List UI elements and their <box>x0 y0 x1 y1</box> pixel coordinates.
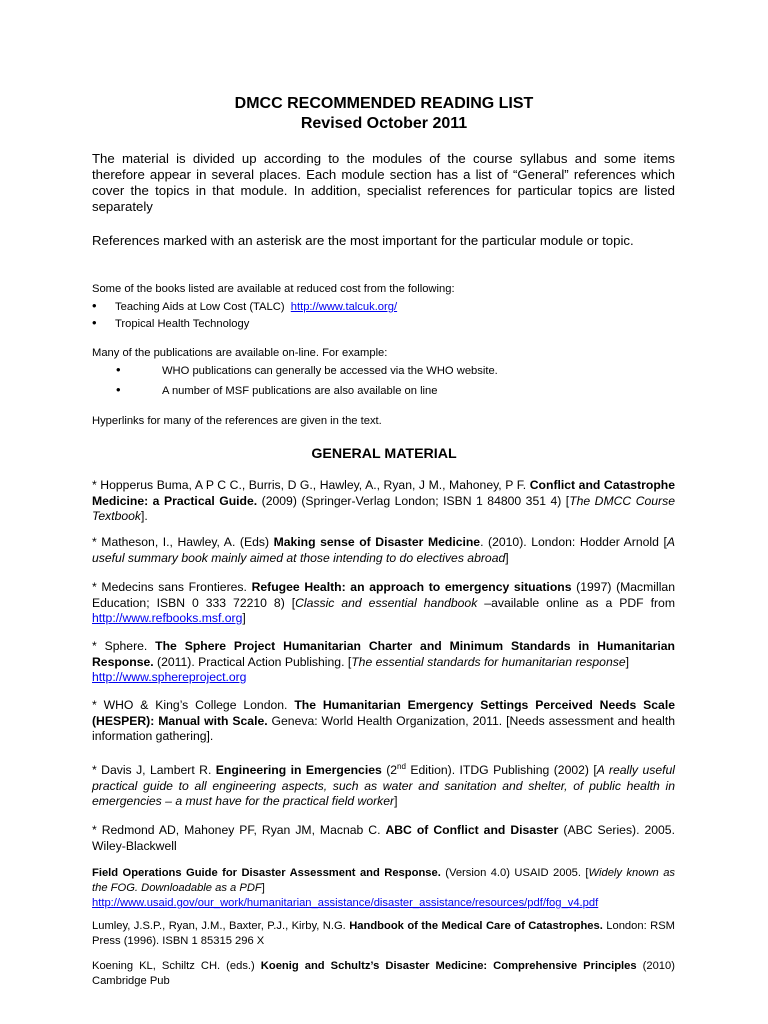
ref-title: Making sense of Disaster Medicine <box>273 535 481 549</box>
ref-close: ]. <box>141 509 148 523</box>
ref-details: (1997) (Macmillan Education; ISBN 0 333 72210 8) [ <box>92 580 675 610</box>
bullet-icon: • <box>92 315 97 330</box>
ref-title: Field Operations Guide for Disaster Assessment and Response. <box>92 867 441 879</box>
ref-authors: Lumley, J.S.P., Ryan, J.M., Baxter, P.J., Kirby, N.G. <box>92 920 350 932</box>
document-title <box>0 94 768 134</box>
ref-title: Handbook of the Medical Care of Catastrophes. <box>349 920 603 932</box>
ref-title: The Sphere Project Humanitarian Charter and Minimum Standards in Humanitarian Response. <box>92 639 675 669</box>
ref-authors: * Matheson, I., Hawley, A. (Eds) <box>92 535 274 549</box>
ref-note: A useful summary book mainly aimed at those intending to do electives abroad <box>92 535 675 565</box>
talc-label: Teaching Aids at Low Cost (TALC) <box>115 301 285 313</box>
ref-authors: Koening KL, Schiltz CH. (eds.) <box>92 960 261 972</box>
hyperlinks-note: Hyperlinks for many of the references are given in the text. <box>92 415 382 427</box>
online-item-msf: A number of MSF publications are also available on line <box>162 385 438 397</box>
bullet-icon: • <box>92 298 97 313</box>
ref-title: The Humanitarian Emergency Settings Perceived Needs Scale (HESPER): Manual with Scale. <box>92 698 675 728</box>
online-item-who: WHO publications can generally be accessed via the WHO website. <box>162 365 498 377</box>
ref-close: ] <box>625 654 629 669</box>
ref-details: London: RSM Press (1996). ISBN 1 85315 296 X <box>92 920 675 947</box>
reference-koenig <box>92 959 675 989</box>
ref-title: Engineering in Emergencies <box>215 763 382 777</box>
ref-close: ] <box>261 882 265 894</box>
ref-details-2: Edition). ITDG Publishing (2002) [ <box>405 763 597 777</box>
reduced-cost-lead: Some of the books listed are available at reduced cost from the following: <box>92 283 455 295</box>
ref-title: ABC of Conflict and Disaster <box>385 823 559 837</box>
intro-paragraph-2: References marked with an asterisk are the most important for the particular module or topic. <box>92 233 634 248</box>
sphere-link[interactable]: http://www.sphereproject.org <box>92 670 247 684</box>
usaid-fog-link[interactable]: http://www.usaid.gov/our_work/humanitarian_assistance/disaster_assistance/resources/pdf/fog_v4.pdf <box>92 897 599 909</box>
ref-note: Classic and essential handbook <box>295 595 478 610</box>
ref-close: ] <box>394 794 398 808</box>
ref-title: Refugee Health: an approach to emergency situations <box>251 580 572 594</box>
ref-authors: * Hopperus Buma, A P C C., Burris, D G., Hawley, A., Ryan, J M., Mahoney, P F. <box>92 478 530 492</box>
ref-close: ] <box>505 550 509 565</box>
talc-link[interactable]: http://www.talcuk.org/ <box>290 301 398 313</box>
title-line-2: Revised October 2011 <box>300 115 468 132</box>
ref-details: (2 <box>381 763 398 777</box>
ref-note: Widely known as the FOG. Downloadable as a PDF <box>92 867 676 894</box>
reference-msf-refugee-health <box>92 580 675 627</box>
reduced-cost-item-tht: Tropical Health Technology <box>115 318 250 330</box>
ref-details: Geneva: World Health Organization, 2011. [Needs assessment and health information gathering]. <box>92 713 675 743</box>
bullet-icon: • <box>116 382 121 397</box>
ref-superscript: nd <box>397 761 406 771</box>
ref-note: A really useful practical guide to all engineering aspects, such as water and sanitation and shelter, of public health in emergencies – a must have for the practical field worker <box>92 763 675 808</box>
online-lead: Many of the publications are available on-line. For example: <box>92 347 388 359</box>
reference-abc-conflict <box>92 823 675 854</box>
ref-close: ] <box>242 611 246 625</box>
ref-authors: * Redmond AD, Mahoney PF, Ryan JM, Macnab C. <box>92 823 386 837</box>
ref-title: Conflict and Catastrophe Medicine: a Practical Guide. <box>92 478 676 508</box>
ref-authors: * Davis J, Lambert R. <box>92 763 216 777</box>
ref-authors: * WHO & King’s College London. <box>92 698 295 712</box>
reference-sphere <box>92 639 675 686</box>
reference-matheson <box>92 535 675 566</box>
reference-hopperus-buma <box>92 478 675 525</box>
ref-title: Koenig and Schultz’s Disaster Medicine: Comprehensive Principles <box>260 960 637 972</box>
ref-authors: * Sphere. <box>92 639 156 653</box>
ref-details: (ABC Series). 2005. Wiley-Blackwell <box>92 823 675 853</box>
title-line-1: DMCC RECOMMENDED READING LIST <box>234 95 534 112</box>
ref-details-2: –available online as a PDF from <box>477 595 675 610</box>
ref-note: The essential standards for humanitarian response <box>351 654 626 669</box>
ref-details: (2011). Practical Action Publishing. [ <box>153 654 352 669</box>
reduced-cost-item-talc <box>115 300 675 315</box>
intro-paragraph-1: The material is divided up according to the modules of the course syllabus and some items therefore appear in several places. Each module section has a list of “General” references which cover the topics in that module. In addition, specialist references for particular topics are listed separately <box>92 151 675 214</box>
section-heading: GENERAL MATERIAL <box>311 446 457 462</box>
msf-refbooks-link[interactable]: http://www.refbooks.msf.org <box>92 611 243 625</box>
bullet-icon: • <box>116 362 121 377</box>
ref-note: The DMCC Course Textbook <box>92 493 675 523</box>
ref-details: . (2010). London: Hodder Arnold [ <box>480 535 667 549</box>
ref-details: (Version 4.0) USAID 2005. [ <box>440 867 589 879</box>
reference-engineering-emergencies <box>92 763 675 810</box>
reference-hesper <box>92 698 675 745</box>
ref-details: (2009) (Springer-Verlag London; ISBN 1 84800 351 4) [ <box>257 493 570 508</box>
ref-details: (2010) Cambridge Pub <box>92 960 675 987</box>
reference-lumley <box>92 919 675 949</box>
ref-authors: * Medecins sans Frontieres. <box>92 580 252 594</box>
reference-fog <box>92 866 675 911</box>
